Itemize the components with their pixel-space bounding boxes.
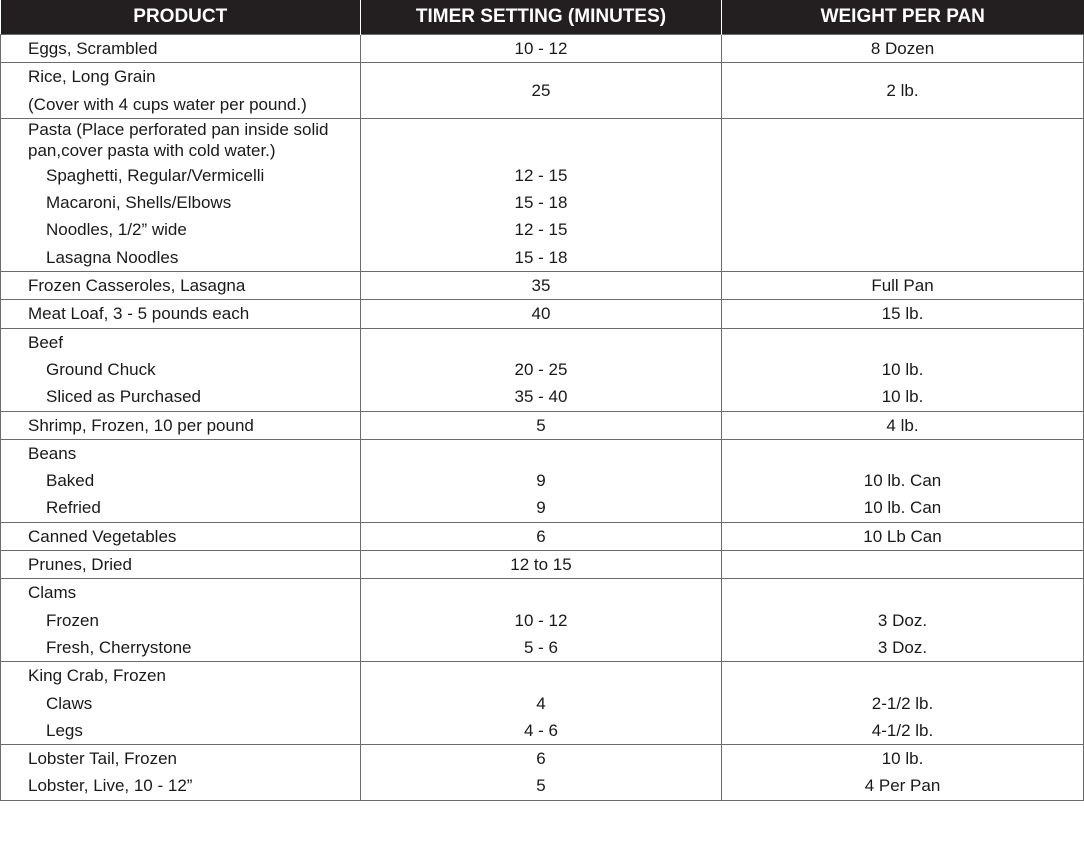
- product-line: Pasta (Place perforated pan inside solid: [28, 119, 329, 139]
- timer-value: 10 - 12: [514, 39, 568, 58]
- weight-cell: [722, 579, 1084, 662]
- product-line: (Cover with 4 cups water per pound.): [28, 94, 307, 114]
- product-line: Baked: [46, 471, 95, 491]
- timer-value: 4: [536, 693, 546, 713]
- product-line: Lobster Tail, Frozen: [28, 749, 177, 769]
- weight-cell: [722, 411, 1084, 439]
- timer-value: 12 - 15: [514, 165, 568, 185]
- weight-cell: [722, 272, 1084, 300]
- timer-value: [361, 662, 721, 689]
- product-line: Eggs, Scrambled: [28, 39, 158, 58]
- weight-value: 10 lb.: [881, 387, 924, 407]
- weight-cell: [722, 328, 1084, 411]
- product-line: Spaghetti, Regular/Vermicelli: [46, 165, 265, 185]
- timer-value: 5 - 6: [523, 637, 559, 657]
- timer-cell: [361, 411, 722, 439]
- weight-value: 2-1/2 lb.: [871, 693, 934, 713]
- product-line: Fresh, Cherrystone: [46, 637, 192, 657]
- product-line: Rice, Long Grain: [28, 67, 156, 87]
- weight-value: [722, 551, 1083, 578]
- weight-value: 10 lb. Can: [863, 471, 942, 491]
- timer-cell: [361, 118, 722, 271]
- table-row: [1, 300, 1084, 328]
- timer-value: 25: [531, 80, 551, 100]
- weight-value: 8 Dozen: [870, 39, 935, 58]
- timer-value: 5: [536, 415, 546, 435]
- product-cell: [1, 745, 361, 801]
- table-row: [1, 35, 1084, 63]
- timer-value: 20 - 25: [514, 359, 568, 379]
- timer-value: [361, 440, 721, 467]
- timer-cell: [361, 63, 722, 119]
- weight-value: 3 Doz.: [877, 610, 928, 630]
- timer-cell: [361, 522, 722, 550]
- table-row: [1, 745, 1084, 801]
- product-line: Legs: [46, 720, 83, 740]
- weight-value: [722, 579, 1083, 606]
- product-line: Refried: [46, 498, 101, 518]
- product-line: Beans: [28, 443, 77, 463]
- weight-cell: [722, 439, 1084, 522]
- header-timer-setting: TIMER SETTING (MINUTES): [361, 0, 722, 35]
- product-cell: [1, 579, 361, 662]
- timer-cell: [361, 439, 722, 522]
- product-line: Beef: [28, 332, 63, 352]
- timer-value: [361, 140, 721, 162]
- product-line: pan,cover pasta with cold water.): [28, 141, 276, 161]
- timer-value: [361, 329, 721, 356]
- table-row: [1, 551, 1084, 579]
- product-line: Noodles, 1/2” wide: [46, 220, 187, 240]
- timer-cell: [361, 35, 722, 63]
- product-line: Clams: [28, 583, 77, 603]
- product-cell: [1, 551, 361, 579]
- product-line: Prunes, Dried: [28, 555, 132, 575]
- weight-value: 2 lb.: [886, 80, 919, 100]
- timer-value: 4 - 6: [523, 720, 559, 740]
- product-line: Shrimp, Frozen, 10 per pound: [28, 415, 254, 435]
- product-line: Canned Vegetables: [28, 526, 177, 546]
- product-cell: [1, 63, 361, 119]
- table-row: [1, 118, 1084, 271]
- product-line: Ground Chuck: [46, 359, 156, 379]
- table-row: [1, 439, 1084, 522]
- timer-value: [361, 579, 721, 606]
- timer-value: 12 - 15: [514, 220, 568, 240]
- product-cell: [1, 439, 361, 522]
- product-cell: [1, 118, 361, 271]
- timer-value: [361, 119, 721, 141]
- weight-cell: [722, 300, 1084, 328]
- timer-cell: [361, 551, 722, 579]
- product-line: King Crab, Frozen: [28, 666, 166, 686]
- header-product: PRODUCT: [1, 0, 361, 35]
- weight-value: [722, 440, 1083, 467]
- timer-value: 10 - 12: [514, 610, 568, 630]
- timer-cell: [361, 300, 722, 328]
- weight-value: Full Pan: [871, 276, 934, 296]
- weight-cell: [722, 118, 1084, 271]
- product-cell: [1, 272, 361, 300]
- product-line: Macaroni, Shells/Elbows: [46, 193, 232, 213]
- timer-value: 40: [531, 304, 551, 324]
- weight-value: 10 lb. Can: [863, 498, 942, 518]
- weight-value: 3 Doz.: [877, 637, 928, 657]
- product-cell: [1, 300, 361, 328]
- weight-cell: [722, 662, 1084, 745]
- weight-value: [722, 662, 1083, 689]
- weight-value: 4 Per Pan: [864, 776, 941, 796]
- weight-value: 10 lb.: [881, 359, 924, 379]
- timer-value: 15 - 18: [514, 193, 568, 213]
- table-row: [1, 522, 1084, 550]
- weight-value: [722, 216, 1083, 243]
- product-line: Claws: [46, 693, 93, 713]
- product-line: Lasagna Noodles: [46, 247, 179, 267]
- timer-cell: [361, 745, 722, 801]
- weight-cell: [722, 745, 1084, 801]
- weight-value: [722, 119, 1083, 141]
- product-cell: [1, 411, 361, 439]
- table-row: [1, 63, 1084, 119]
- timer-value: 35 - 40: [514, 387, 568, 407]
- weight-value: [722, 162, 1083, 189]
- table-row: [1, 579, 1084, 662]
- timer-value: 35: [531, 276, 551, 296]
- product-cell: [1, 522, 361, 550]
- weight-value: [722, 189, 1083, 216]
- product-line: Sliced as Purchased: [46, 387, 201, 407]
- timer-cell: [361, 328, 722, 411]
- product-line: Frozen Casseroles, Lasagna: [28, 276, 246, 296]
- weight-cell: [722, 63, 1084, 119]
- timer-cell: [361, 579, 722, 662]
- weight-value: 10 Lb Can: [863, 526, 942, 546]
- timer-value: 9: [536, 471, 546, 491]
- timer-value: 12 to 15: [510, 555, 572, 575]
- header-weight-per-pan: WEIGHT PER PAN: [722, 0, 1084, 35]
- timer-value: 6: [536, 749, 546, 769]
- timer-cell: [361, 662, 722, 745]
- weight-value: 4 lb.: [886, 415, 919, 435]
- weight-value: [722, 140, 1083, 162]
- product-line: Frozen: [46, 610, 99, 630]
- timer-value: 6: [536, 526, 546, 546]
- timer-value: 15 - 18: [514, 247, 568, 267]
- weight-value: 15 lb.: [881, 304, 924, 324]
- weight-value: 4-1/2 lb.: [871, 720, 934, 740]
- product-cell: [1, 35, 361, 63]
- weight-value: [722, 329, 1083, 356]
- weight-value: [722, 244, 1083, 271]
- table-row: [1, 411, 1084, 439]
- product-cell: [1, 328, 361, 411]
- table-body: [1, 35, 1084, 801]
- timer-value: 5: [536, 776, 546, 796]
- product-line: Lobster, Live, 10 - 12”: [28, 776, 193, 796]
- weight-cell: [722, 35, 1084, 63]
- weight-cell: [722, 551, 1084, 579]
- table-row: [1, 662, 1084, 745]
- product-line: Meat Loaf, 3 - 5 pounds each: [28, 304, 250, 324]
- timer-value: 9: [536, 498, 546, 518]
- table-row: [1, 328, 1084, 411]
- product-cell: [1, 662, 361, 745]
- weight-value: 10 lb.: [881, 749, 924, 769]
- table-row: [1, 272, 1084, 300]
- weight-cell: [722, 522, 1084, 550]
- timer-cell: [361, 272, 722, 300]
- header-row: [1, 0, 1084, 35]
